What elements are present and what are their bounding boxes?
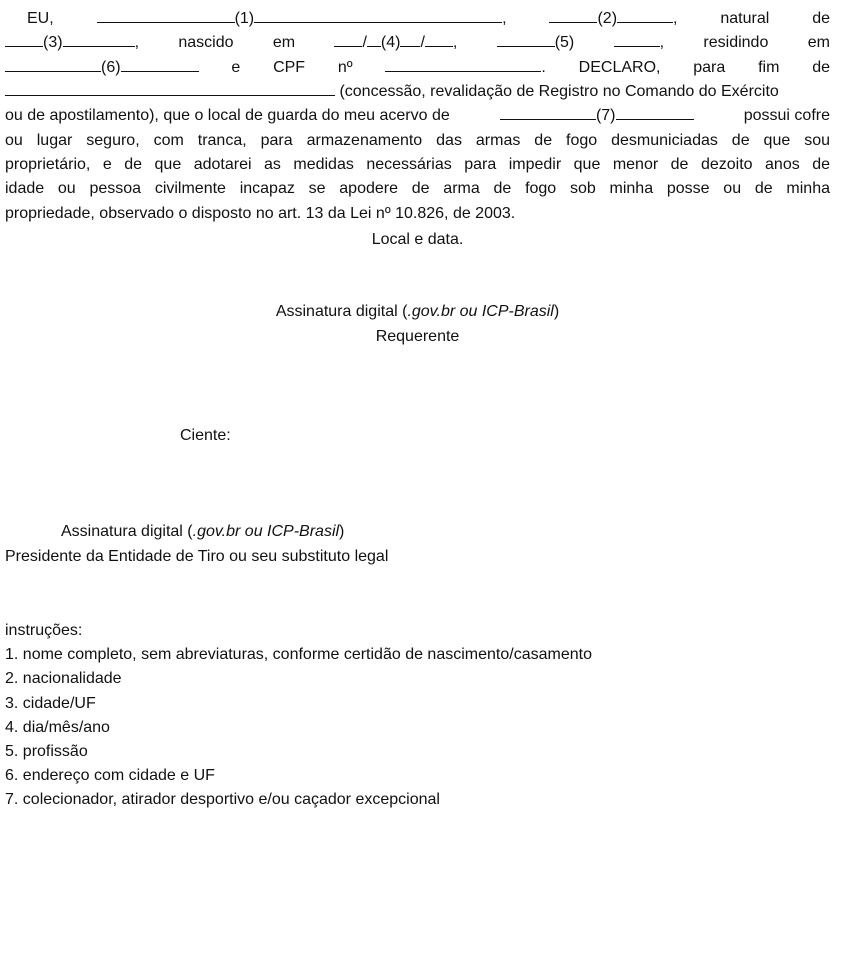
declaration-line-6: ou lugar seguro, com tranca, para armazenamento das armas de fogo desmuniciadas de que sou <box>5 132 830 149</box>
declaro-label: DECLARO, <box>578 59 661 76</box>
instruction-item: 5. profissão <box>5 743 88 761</box>
declaration-line-8: idade ou pessoa civilmente incapaz se apodere de arma de fogo sob minha posse ou de minha <box>5 180 830 197</box>
field-2-nationality[interactable]: (2) , <box>549 7 677 31</box>
field-6-number: (6) <box>101 59 121 76</box>
residindo-label: residindo <box>703 34 769 51</box>
signature-2-suffix: ) <box>339 523 345 540</box>
signature-1-prefix: Assinatura digital ( <box>275 303 408 320</box>
de-label: de <box>812 10 830 27</box>
instruction-item: 2. nacionalidade <box>5 670 122 688</box>
field-1-name[interactable]: (1) , <box>97 7 507 31</box>
signature-2-line <box>61 520 344 544</box>
signature-2-prefix: Assinatura digital ( <box>61 523 193 540</box>
field-6-address[interactable] <box>5 56 199 80</box>
nascido-label: nascido <box>178 34 234 51</box>
line5b-text: possui cofre <box>743 107 830 124</box>
para-label: para <box>693 59 726 76</box>
signature-1-line <box>5 300 830 324</box>
em2-label: em <box>807 34 830 51</box>
signature-1-role: Requerente <box>375 328 460 345</box>
field-4-number: (4) <box>380 34 401 51</box>
place-date: Local e data. <box>371 231 464 248</box>
field-3-city[interactable]: (3) , <box>5 31 139 55</box>
instructions-block <box>5 619 592 813</box>
declaration-line-2 <box>5 31 830 55</box>
e-label: e <box>231 59 241 76</box>
field-3-number: (3) <box>43 34 63 51</box>
instruction-item: 3. cidade/UF <box>5 694 96 712</box>
field-4-date[interactable]: / (4) / , <box>334 31 457 55</box>
field-5-tail[interactable]: , <box>614 31 664 55</box>
field-5-profession[interactable] <box>497 31 575 55</box>
field-1-number: (1) <box>234 10 255 27</box>
signature-1-suffix: ) <box>553 303 560 320</box>
declaration-line-9: propriedade, observado o disposto no art. 13 da Lei nº 10.826, de 2003. <box>5 205 516 222</box>
instructions-title: instruções: <box>5 622 83 639</box>
fim-label: fim <box>758 59 780 76</box>
declaration-line-5 <box>5 104 830 128</box>
field-5-number: (5) <box>554 34 575 51</box>
field-7-category[interactable] <box>500 104 694 128</box>
natural-label: natural <box>720 10 770 27</box>
field-2-number: (2) <box>597 10 618 27</box>
declaration-line-1 <box>5 7 830 31</box>
instruction-item: 1. nome completo, sem abreviaturas, conforme certidão de nascimento/casamento <box>5 646 592 664</box>
signature-2-italic: .gov.br ou ICP-Brasil <box>192 523 340 540</box>
instruction-item: 4. dia/mês/ano <box>5 718 110 736</box>
eu-label: EU, <box>27 10 54 27</box>
em-label: em <box>272 34 296 51</box>
purpose-field[interactable] <box>5 81 335 96</box>
field-7-number: (7) <box>595 107 616 124</box>
purpose-text: (concessão, revalidação de Registro no Comando do Exército <box>339 83 779 100</box>
cpf-field[interactable]: . <box>385 56 545 80</box>
cpf-label: CPF <box>273 59 306 76</box>
line5a-text: ou de apostilamento), que o local de guarda do meu acervo de <box>5 107 450 124</box>
signature-1-italic: .gov.br ou ICP-Brasil <box>407 303 554 320</box>
no-label: nº <box>337 59 353 76</box>
declaration-line-7: proprietário, e de que adotarei as medidas necessárias para impedir que menor de dezoito anos de <box>5 156 830 173</box>
instruction-item: 7. colecionador, atirador desportivo e/ou caçador excepcional <box>5 791 440 809</box>
declaration-line-3 <box>5 56 830 80</box>
signature-2-role: Presidente da Entidade de Tiro ou seu substituto legal <box>5 548 389 565</box>
ciente-label: Ciente: <box>180 427 231 444</box>
de2-label: de <box>812 59 830 76</box>
instruction-item: 6. endereço com cidade e UF <box>5 767 215 785</box>
declaration-line-4 <box>5 80 830 104</box>
